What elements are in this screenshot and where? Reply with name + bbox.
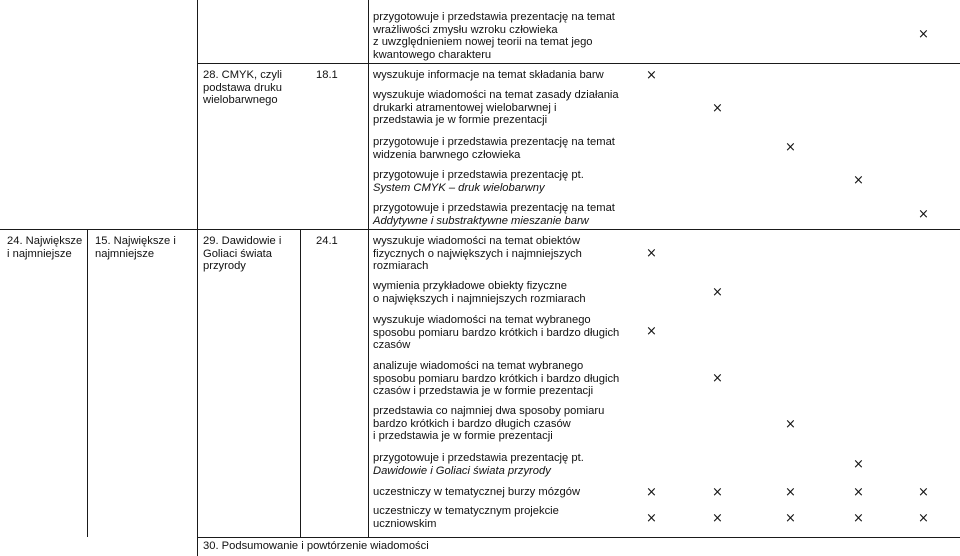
grid-line <box>0 229 960 230</box>
section-title-24: 24. Największe i najmniejsze <box>7 235 83 260</box>
activity-row: wyszukuje wiadomości na temat wybranego sposobu pomiaru bardzo krótkich i bardzo długich czasów <box>373 314 620 352</box>
grade-mark: × <box>853 457 864 472</box>
activity-row: przygotowuje i przedstawia prezentację na temat Addytywne i substraktywne mieszanie barw <box>373 202 615 227</box>
activity-row: uczestniczy w tematycznej burzy mózgów <box>373 486 581 498</box>
activity-row: wyszukuje wiadomości na temat zasady działania drukarki atramentowej wielobarwnej i przedstawia je w formie prezentacji <box>373 89 619 127</box>
topic-30: 30. Podsumowanie i powtórzenie wiadomości <box>203 540 429 552</box>
grade-mark: × <box>785 417 796 432</box>
topic-28: 28. CMYK, czyli podstawa druku wielobarwnego <box>203 69 282 107</box>
grade-mark: × <box>918 485 929 500</box>
grade-mark: × <box>918 511 929 526</box>
section-title-15: 15. Największe i najmniejsze <box>95 235 176 260</box>
topic-29: 29. Dawidowie i Goliaci świata przyrody <box>203 235 282 273</box>
grade-mark: × <box>853 173 864 188</box>
grade-mark: × <box>646 68 657 83</box>
grade-mark: × <box>646 324 657 339</box>
grade-mark: × <box>785 511 796 526</box>
grid-line <box>197 537 960 538</box>
grade-mark: × <box>646 511 657 526</box>
grade-mark: × <box>712 285 723 300</box>
grid-line <box>368 0 369 537</box>
grade-mark: × <box>853 511 864 526</box>
grade-mark: × <box>712 511 723 526</box>
grid-line <box>300 229 301 537</box>
activity-row: analizuje wiadomości na temat wybranego sposobu pomiaru bardzo krótkich i bardzo długich czasów i przedstawia je w formie prezentacji <box>373 360 620 398</box>
activity-row: przygotowuje i przedstawia prezentację na temat wrażliwości zmysłu wzroku człowieka z uwzględnieniem nowej teorii na temat jego kwantowego charakteru <box>373 11 615 61</box>
requirement-code: 18.1 <box>316 69 338 81</box>
grade-mark: × <box>918 27 929 42</box>
activity-row: przygotowuje i przedstawia prezentację pt. System CMYK – druk wielobarwny <box>373 169 584 194</box>
requirement-code: 24.1 <box>316 235 338 247</box>
grade-mark: × <box>853 485 864 500</box>
grade-mark: × <box>646 246 657 261</box>
grade-mark: × <box>712 371 723 386</box>
activity-row: uczestniczy w tematycznym projekcie uczniowskim <box>373 505 559 530</box>
grade-mark: × <box>918 207 929 222</box>
grid-line <box>197 63 960 64</box>
grade-mark: × <box>785 485 796 500</box>
grade-mark: × <box>646 485 657 500</box>
grade-mark: × <box>785 140 796 155</box>
activity-row: przygotowuje i przedstawia prezentację pt. Dawidowie i Goliaci świata przyrody <box>373 452 584 477</box>
grade-mark: × <box>712 101 723 116</box>
grid-line <box>87 229 88 537</box>
grade-mark: × <box>712 485 723 500</box>
activity-row: wyszukuje wiadomości na temat obiektów fizycznych o największych i najmniejszych rozmiarach <box>373 235 582 273</box>
activity-row: przedstawia co najmniej dwa sposoby pomiaru bardzo krótkich i bardzo długich czasów i przedstawia je w formie prezentacji <box>373 405 605 443</box>
activity-row: przygotowuje i przedstawia prezentację na temat widzenia barwnego człowieka <box>373 136 615 161</box>
activity-row: wymienia przykładowe obiekty fizyczne o największych i najmniejszych rozmiarach <box>373 280 586 305</box>
grid-line <box>197 0 198 556</box>
activity-row: wyszukuje informacje na temat składania barw <box>373 69 604 81</box>
